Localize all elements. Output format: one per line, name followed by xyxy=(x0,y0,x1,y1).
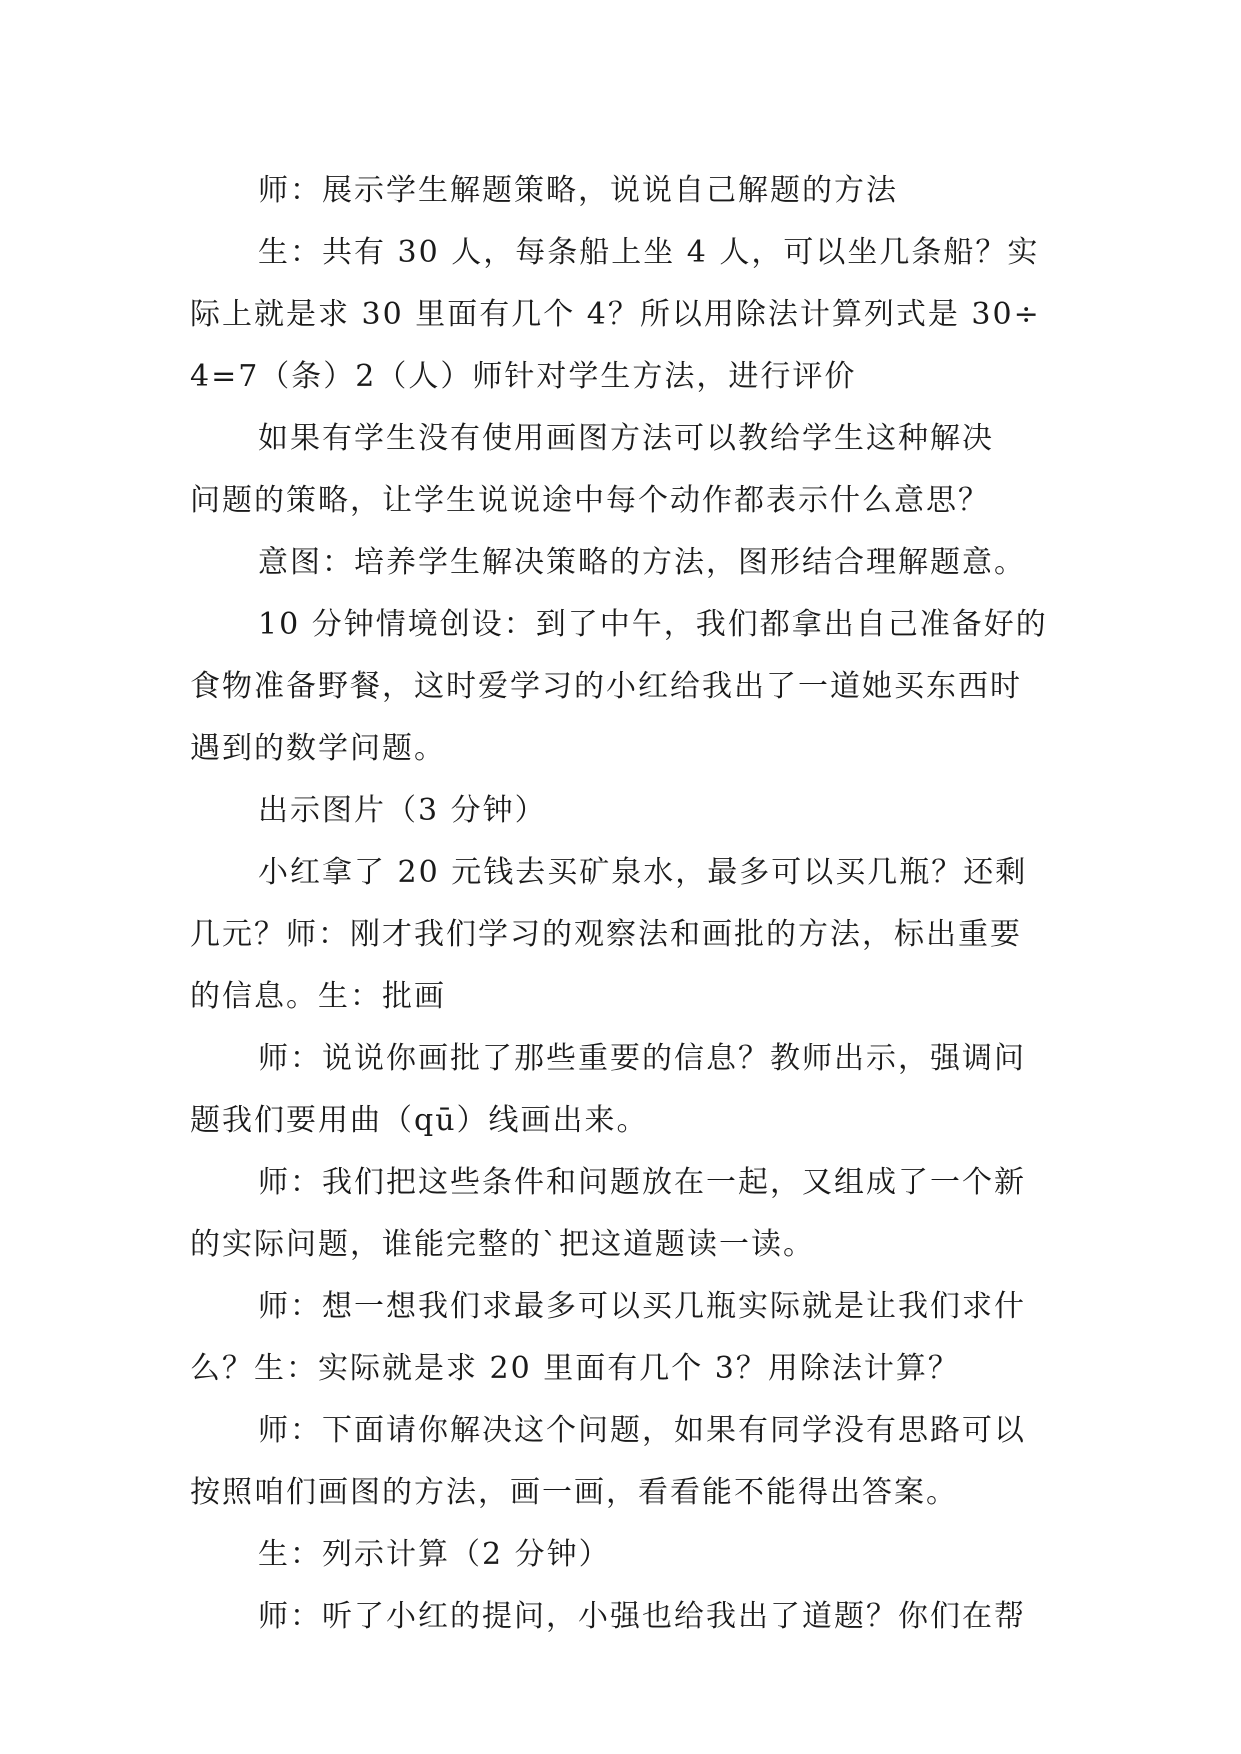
text-line: 际上就是求 30 里面有几个 4？所以用除法计算列式是 30÷ xyxy=(190,297,1041,332)
text-line: 如果有学生没有使用画图方法可以教给学生这种解决 xyxy=(258,421,994,456)
text-line: 10 分钟情境创设：到了中午，我们都拿出自己准备好的 xyxy=(258,607,1048,642)
text-line: 意图：培养学生解决策略的方法，图形结合理解题意。 xyxy=(258,545,1026,580)
text-line: 生：列示计算（2 分钟） xyxy=(258,1537,611,1572)
text-line: 的实际问题，谁能完整的`把这道题读一读。 xyxy=(190,1227,815,1262)
text-line: 师：想一想我们求最多可以买几瓶实际就是让我们求什 xyxy=(258,1289,1026,1324)
text-line: 按照咱们画图的方法，画一画，看看能不能得出答案。 xyxy=(190,1475,958,1510)
text-line: 么？生：实际就是求 20 里面有几个 3？用除法计算？ xyxy=(190,1351,960,1386)
text-line: 4=7（条）2（人）师针对学生方法，进行评价 xyxy=(190,359,857,394)
text-line: 题我们要用曲（qū）线画出来。 xyxy=(190,1103,649,1138)
text-line: 遇到的数学问题。 xyxy=(190,731,446,766)
text-line: 出示图片（3 分钟） xyxy=(258,793,547,828)
text-line: 问题的策略，让学生说说途中每个动作都表示什么意思？ xyxy=(190,483,990,518)
text-line: 几元？师：刚才我们学习的观察法和画批的方法，标出重要 xyxy=(190,917,1022,952)
text-line: 师：听了小红的提问，小强也给我出了道题？你们在帮 xyxy=(258,1599,1026,1634)
text-line: 师：下面请你解决这个问题，如果有同学没有思路可以 xyxy=(258,1413,1026,1448)
text-line: 师：我们把这些条件和问题放在一起，又组成了一个新 xyxy=(258,1165,1026,1200)
document-body xyxy=(190,160,1070,1648)
text-line: 食物准备野餐，这时爱学习的小红给我出了一道她买东西时 xyxy=(190,669,1022,704)
text-line: 的信息。生：批画 xyxy=(190,979,446,1014)
text-line: 师：展示学生解题策略，说说自己解题的方法 xyxy=(258,173,898,208)
text-line: 小红拿了 20 元钱去买矿泉水，最多可以买几瓶？还剩 xyxy=(258,855,1028,890)
text-line: 生：共有 30 人，每条船上坐 4 人，可以坐几条船？实 xyxy=(258,235,1040,270)
text-line: 师：说说你画批了那些重要的信息？教师出示，强调问 xyxy=(258,1041,1026,1076)
